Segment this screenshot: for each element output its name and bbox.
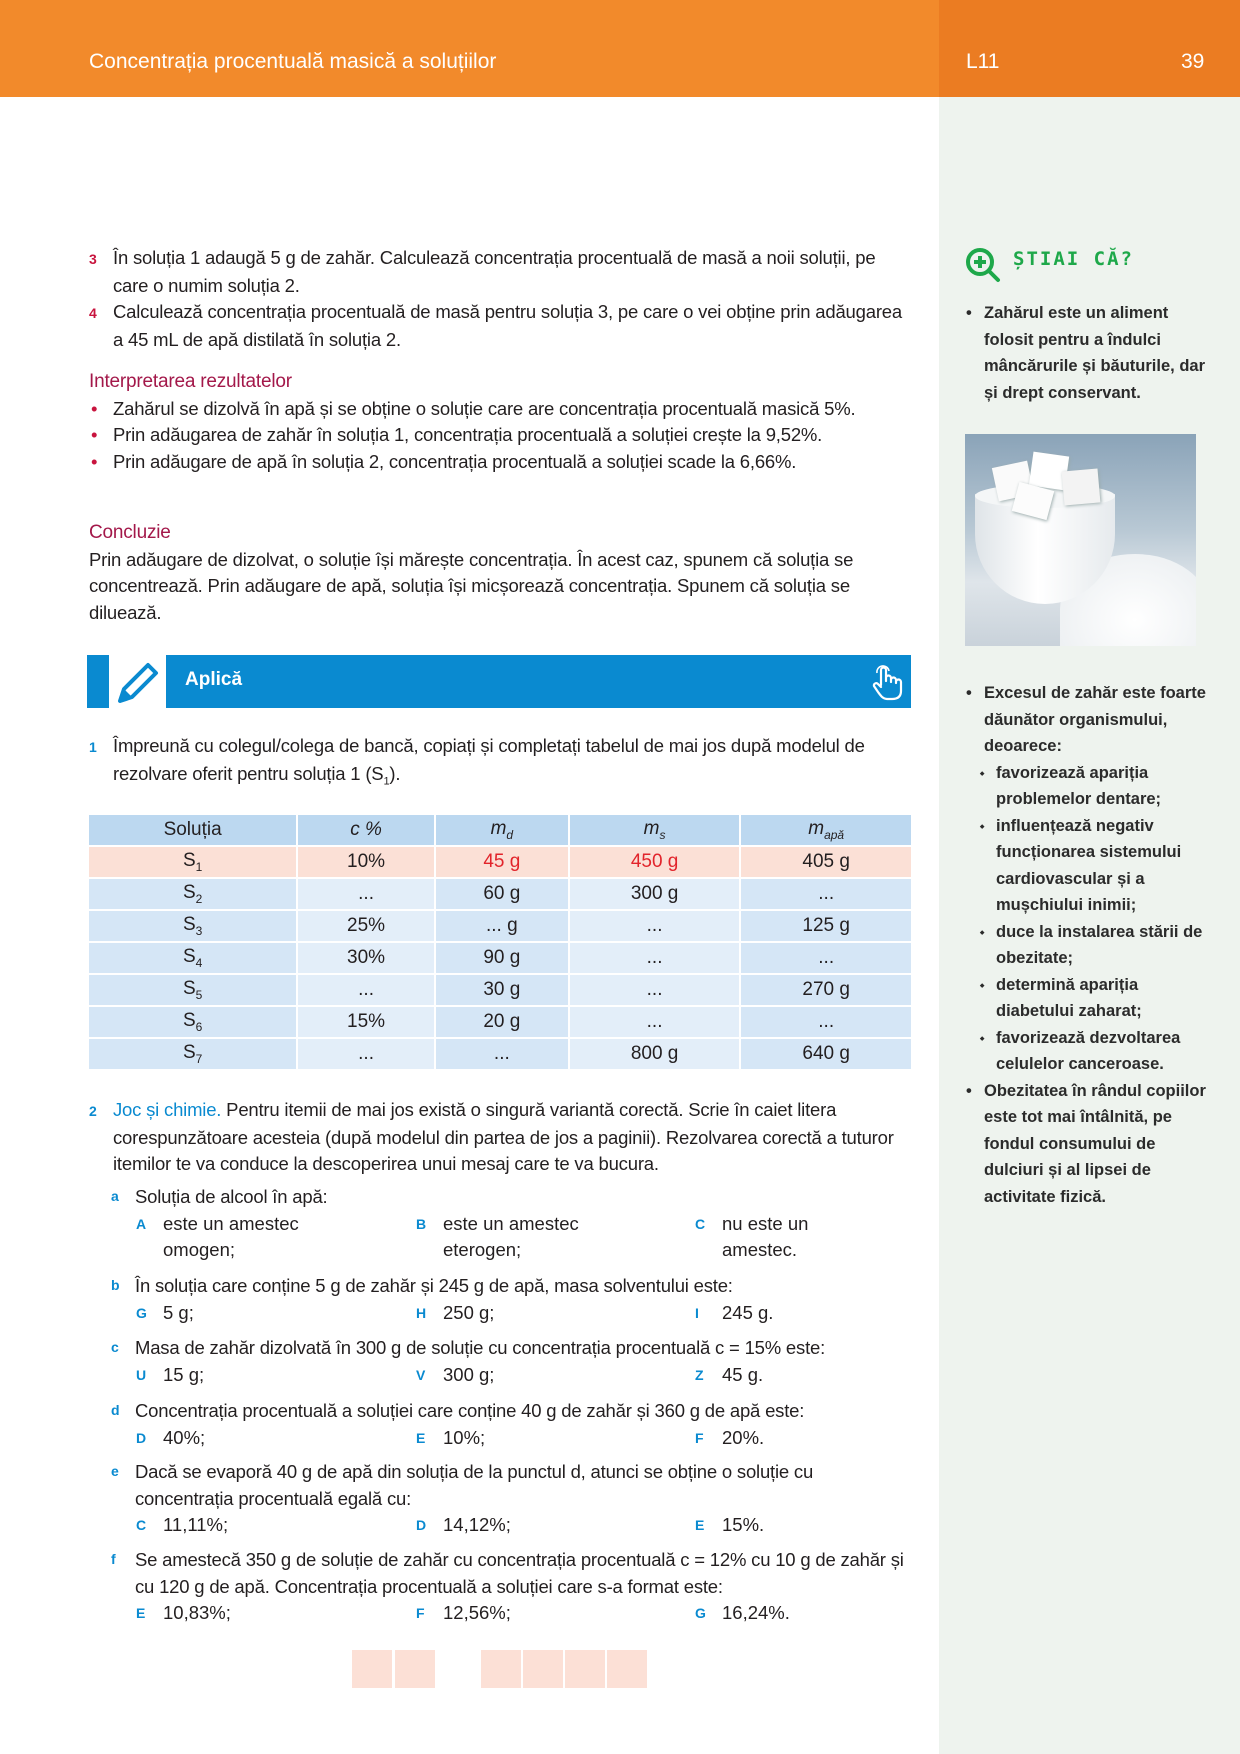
table-cell: 300 g — [570, 879, 740, 909]
fact-text: • Obezitatea în rândul copiilor este tot mai întâlnită, pe fondul consumului de dulciuri și al lipsei de activitate fizică. — [966, 1078, 1216, 1211]
table-cell: 270 g — [741, 975, 911, 1005]
hand-pointer-icon — [869, 665, 903, 701]
answer-box — [395, 1650, 435, 1688]
exercise-number: 1 — [89, 739, 97, 755]
table-cell: 30 g — [436, 975, 568, 1005]
sub-fact: ⬩ favorizează apariția problemelor dentare; — [966, 760, 1216, 813]
table-cell: $S_1$ — [89, 847, 296, 877]
option-letter[interactable]: E — [136, 1605, 146, 1621]
exercise-text: Împreună cu colegul/colega de bancă, copiați și completați tabelul de mai jos după modelul de rezolvare oferit pentru soluția 1 (S — [113, 735, 865, 784]
lesson-number: L11 — [966, 50, 1000, 73]
option-text[interactable]: 5 g; — [163, 1301, 194, 1323]
table-cell: ... — [570, 911, 740, 941]
question-letter: b — [111, 1277, 120, 1293]
question-letter: d — [111, 1402, 120, 1418]
option-text[interactable]: 10,83%; — [163, 1602, 231, 1623]
table-header: Soluția — [89, 815, 296, 845]
exercise-text: Pentru itemii de mai jos există o singură variantă corectă. Scrie în caiet litera corespunzătoare acesteia (după modelul din partea de jos a paginii). Rezolvarea corectă a tuturor itemilor te va conduce la descoperirea unui mesaj care te va bucura. — [113, 1099, 894, 1174]
table-cell: 20 g — [436, 1007, 568, 1037]
question-text: Soluția de alcool în apă: — [135, 1186, 328, 1207]
conclusion-section — [89, 520, 913, 626]
exercise-text-end: ). — [389, 762, 401, 784]
table-header: c % — [298, 815, 434, 845]
answer-box — [352, 1650, 392, 1688]
pencil-icon — [114, 659, 162, 707]
exercise-2 — [89, 1097, 913, 1178]
page-header-right — [939, 0, 1240, 97]
table-row — [89, 975, 911, 1005]
aplica-label: Aplică — [185, 669, 243, 690]
sub-fact: ⬩ influențează negativ funcționarea sistemului cardiovascular și a mușchiului inimii; — [966, 813, 1216, 919]
exercise-text: În soluția 1 adaugă 5 g de zahăr. Calculează concentrația procentuală de masă a noii soluții, pe care o numim soluția 2. — [113, 247, 876, 296]
option-text[interactable]: 20%. — [722, 1426, 765, 1448]
bullet: • Prin adăugare de apă în soluția 2, concentrația procentuală a soluției scade la 6,66%. — [89, 449, 913, 476]
table-cell: ... — [298, 975, 434, 1005]
option-text[interactable]: 15 g; — [163, 1363, 205, 1385]
table-cell: 405 g — [741, 847, 911, 877]
exercise-1 — [89, 733, 913, 795]
table-cell: 640 g — [741, 1039, 911, 1069]
page-header — [0, 0, 939, 97]
table-cell: 90 g — [436, 943, 568, 973]
section-heading: Interpretarea rezultatelor — [89, 371, 292, 392]
table-row — [89, 879, 911, 909]
table-cell: $S_4$ — [89, 943, 296, 973]
option-letter[interactable]: E — [416, 1429, 426, 1446]
table-cell: 450 g — [570, 847, 740, 877]
table-cell: 125 g — [741, 911, 911, 941]
table-cell: 30% — [298, 943, 434, 973]
fact-text: • Excesul de zahăr este foarte dăunător organismului, deoarece: — [966, 680, 1216, 760]
exercise-text: Calculează concentrația procentuală de masă pentru soluția 3, pe care o vei obține prin adăugarea a 45 mL de apă distilată în soluția 2. — [113, 301, 902, 350]
exercise-lead: Joc și chimie. — [113, 1099, 222, 1120]
answer-box — [481, 1650, 521, 1688]
exercise-4 — [89, 299, 913, 353]
option-letter[interactable]: G — [695, 1605, 706, 1621]
table-cell: 45 g — [436, 847, 568, 877]
question-letter: e — [111, 1463, 119, 1479]
sub-fact: ⬩ duce la instalarea stării de obezitate; — [966, 919, 1216, 972]
exercise-3 — [89, 245, 913, 299]
question-letter: c — [111, 1339, 119, 1355]
option-letter[interactable]: G — [136, 1304, 147, 1321]
fact-text: • Zahărul este un aliment folosit pentru a îndulci mâncărurile și băuturile, dar și drept conservant. — [966, 300, 1216, 406]
question-text: În soluția care conține 5 g de zahăr și 245 g de apă, masa solventului este: — [135, 1275, 733, 1296]
exercise-number: 3 — [89, 251, 97, 267]
option-text[interactable]: nu este un amestec. — [722, 1212, 809, 1260]
option-letter[interactable]: D — [136, 1429, 147, 1446]
answer-box — [607, 1650, 647, 1688]
option-text[interactable]: 12,56%; — [443, 1602, 511, 1623]
table-row — [89, 1039, 911, 1069]
did-you-know-title: ȘTIAI CĂ? — [1013, 248, 1134, 270]
sugar-facts — [966, 680, 1216, 1210]
option-text[interactable]: 45 g. — [722, 1363, 764, 1385]
option-text[interactable]: 16,24%. — [722, 1602, 790, 1623]
option-letter[interactable]: F — [416, 1605, 425, 1621]
option-letter[interactable]: I — [695, 1304, 699, 1321]
aplica-banner — [87, 655, 911, 708]
solutions-table — [87, 813, 913, 1071]
option-text[interactable]: 300 g; — [443, 1363, 495, 1385]
table-row — [89, 847, 911, 877]
question-letter: a — [111, 1188, 119, 1204]
question-text: Se amestecă 350 g de soluție de zahăr cu concentrația procentuală c = 12% cu 10 g de zahăr și cu 120 g de apă. Concentrația procentuală a soluției care s-a format este: — [135, 1549, 904, 1597]
option-text[interactable]: 10%; — [443, 1426, 486, 1448]
table-cell: ... — [741, 1007, 911, 1037]
did-you-know-fact — [966, 300, 1216, 406]
page-number: 39 — [1181, 50, 1205, 73]
table-header: $m_{apă}$ — [741, 815, 911, 845]
interpretation-section — [89, 369, 913, 475]
sub-fact: ⬩ determină apariția diabetului zaharat; — [966, 972, 1216, 1025]
option-letter[interactable]: V — [416, 1366, 426, 1383]
section-heading: Concluzie — [89, 522, 171, 543]
conclusion-text: Prin adăugare de dizolvat, o soluție își mărește concentrația. În acest caz, spunem că soluția se concentrează. Prin adăugare de apă, soluția își micșorează concentrația. Spunem că soluția se diluează. — [89, 548, 854, 623]
exercise-number: 2 — [89, 1103, 97, 1119]
table-row — [89, 1007, 911, 1037]
table-cell: 800 g — [570, 1039, 740, 1069]
question-text: Masa de zahăr dizolvată în 300 g de soluție cu concentrația procentuală c = 15% este: — [135, 1337, 826, 1358]
table-cell: ... — [298, 1039, 434, 1069]
table-cell: ... — [570, 975, 740, 1005]
table-cell: ... — [741, 943, 911, 973]
table-cell: ... — [298, 879, 434, 909]
option-letter[interactable]: Z — [695, 1366, 704, 1383]
table-cell: 10% — [298, 847, 434, 877]
option-letter[interactable]: E — [695, 1517, 705, 1533]
bullet: • Zahărul se dizolvă în apă și se obține o soluție care are concentrația procentuală masică 5%. — [89, 396, 913, 423]
table-cell: ... — [570, 943, 740, 973]
question-text: Concentrația procentuală a soluției care conține 40 g de zahăr și 360 g de apă este: — [135, 1400, 805, 1421]
table-row — [89, 911, 911, 941]
option-text[interactable]: 245 g. — [722, 1301, 774, 1323]
option-letter[interactable]: A — [136, 1215, 147, 1232]
option-letter[interactable]: F — [695, 1429, 704, 1446]
table-cell: $S_6$ — [89, 1007, 296, 1037]
magnifier-plus-icon — [964, 246, 1002, 284]
table-cell: 15% — [298, 1007, 434, 1037]
table-row — [89, 943, 911, 973]
table-header: $m_s$ — [570, 815, 740, 845]
table-cell: 60 g — [436, 879, 568, 909]
sugar-bowl-photo — [965, 434, 1196, 646]
sub-fact: ⬩ favorizează dezvoltarea celulelor canceroase. — [966, 1025, 1216, 1078]
question-letter: f — [111, 1551, 116, 1567]
option-text[interactable]: 40%; — [163, 1426, 206, 1448]
option-letter[interactable]: B — [416, 1215, 427, 1232]
table-cell: 25% — [298, 911, 434, 941]
table-cell: $S_7$ — [89, 1039, 296, 1069]
table-cell: ... — [436, 1039, 568, 1069]
option-text[interactable]: 250 g; — [443, 1301, 495, 1323]
bullet: • Prin adăugarea de zahăr în soluția 1, concentrația procentuală a soluției crește la 9,52%. — [89, 422, 913, 449]
table-cell: $S_3$ — [89, 911, 296, 941]
option-text[interactable]: este un amestec eterogen; — [443, 1212, 579, 1260]
table-cell: ... g — [436, 911, 568, 941]
option-letter[interactable]: H — [416, 1304, 427, 1321]
table-cell: $S_5$ — [89, 975, 296, 1005]
option-letter[interactable]: C — [136, 1517, 147, 1533]
option-text[interactable]: 14,12%; — [443, 1514, 511, 1535]
question-text: Dacă se evaporă 40 g de apă din soluția de la punctul d, atunci se obține o soluție cu concentrația procentuală egală cu: — [135, 1461, 814, 1509]
subscript: 1 — [383, 775, 390, 788]
table-header: $m_d$ — [436, 815, 568, 845]
answer-box — [565, 1650, 605, 1688]
option-letter[interactable]: D — [416, 1517, 427, 1533]
exercise-list — [89, 245, 913, 353]
option-letter[interactable]: U — [136, 1366, 147, 1383]
table-cell: ... — [741, 879, 911, 909]
answer-box — [523, 1650, 563, 1688]
option-text[interactable]: 15%. — [722, 1514, 765, 1535]
option-letter[interactable]: C — [695, 1215, 706, 1232]
option-text[interactable]: 11,11%; — [163, 1514, 229, 1535]
table-cell: $S_2$ — [89, 879, 296, 909]
exercise-number: 4 — [89, 305, 97, 321]
option-text[interactable]: este un amestec omogen; — [163, 1212, 299, 1260]
chapter-title: Concentrația procentuală masică a soluțiilor — [89, 50, 497, 73]
table-cell: ... — [570, 1007, 740, 1037]
